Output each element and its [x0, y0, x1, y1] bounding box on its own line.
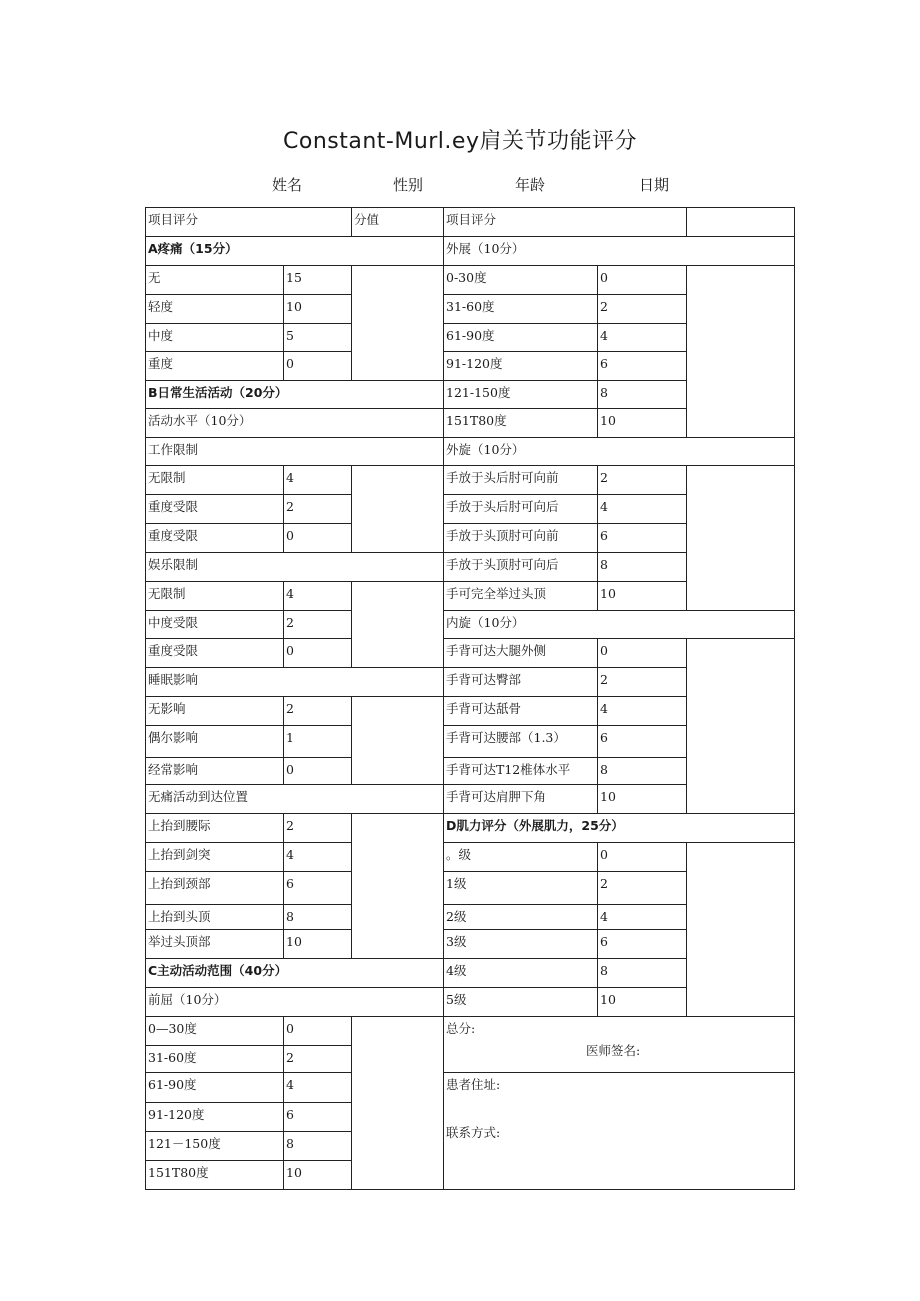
flexion-row-score: 2: [283, 1045, 351, 1072]
abduction-row-score: 10: [597, 408, 686, 437]
reach-title: 无痛活动到达位置: [145, 784, 443, 813]
date-label: 日期: [639, 176, 670, 194]
abduction-row-score: 0: [597, 265, 686, 294]
reach-row-label: 上抬到颈部: [145, 871, 283, 904]
strength-row-score: 2: [597, 871, 686, 904]
external-rotation-title: 外旋（10分）: [443, 437, 795, 465]
pain-score-box: [351, 265, 443, 380]
leisure-row-label: 中度受限: [145, 610, 283, 638]
external-rotation-row-score: 4: [597, 494, 686, 523]
internal-rotation-row-score: 0: [597, 638, 686, 667]
sleep-row-score: 1: [283, 725, 351, 757]
strength-row-score: 8: [597, 958, 686, 987]
abduction-row-label: 31-60度: [443, 294, 597, 323]
internal-rotation-row-label: 手背可达大腿外侧: [443, 638, 597, 667]
sex-label: 性别: [393, 176, 424, 194]
address-label: 患者住址:: [446, 1077, 501, 1092]
work-row-score: 0: [283, 523, 351, 552]
header-score-2: [686, 207, 795, 236]
age-label: 年龄: [515, 176, 546, 194]
pain-row-label: 重度: [145, 351, 283, 380]
internal-rotation-row-score: 2: [597, 667, 686, 696]
work-row-score: 4: [283, 465, 351, 494]
external-rotation-row-label: 手可完全举过头顶: [443, 581, 597, 610]
leisure-row-score: 4: [283, 581, 351, 610]
section-daily: B日常生活活动（20分）: [145, 380, 443, 408]
strength-row-label: 1级: [443, 871, 597, 904]
header-item: 项目评分: [145, 207, 351, 236]
flexion-row-score: 6: [283, 1102, 351, 1131]
strength-row-score: 10: [597, 987, 686, 1016]
header-score: 分值: [351, 207, 443, 236]
activity-level: 活动水平（10分）: [145, 408, 443, 437]
total-block: [443, 1016, 795, 1072]
flexion-row-score: 8: [283, 1131, 351, 1160]
section-active-rom: C主动活动范围（40分）: [145, 958, 443, 987]
abduction-score-box: [686, 265, 795, 437]
patient-info-block: [443, 1072, 795, 1190]
total-label: 总分:: [446, 1021, 476, 1036]
sleep-row-score: 2: [283, 696, 351, 725]
flexion-row-label: 151T80度: [145, 1160, 283, 1190]
flexion-row-label: 91-120度: [145, 1102, 283, 1131]
abduction-title: 外展（10分）: [443, 236, 795, 265]
abduction-row-label: 0-30度: [443, 265, 597, 294]
abduction-row-label: 61-90度: [443, 323, 597, 351]
flexion-row-label: 61-90度: [145, 1072, 283, 1102]
abduction-row-label: 151T80度: [443, 408, 597, 437]
page-title: Constant-Murl.ey肩关节功能评分: [283, 129, 637, 154]
abduction-row-score: 6: [597, 351, 686, 380]
work-row-label: 重度受限: [145, 494, 283, 523]
flexion-score-box: [351, 1016, 443, 1190]
internal-rotation-row-label: 手背可达腰部（1.3）: [443, 725, 597, 757]
pain-row-label: 轻度: [145, 294, 283, 323]
external-rotation-score-box: [686, 465, 795, 610]
section-strength: D肌力评分（外展肌力，25分）: [443, 813, 795, 842]
flexion-row-score: 0: [283, 1016, 351, 1045]
sleep-row-label: 偶尔影响: [145, 725, 283, 757]
internal-rotation-row-score: 6: [597, 725, 686, 757]
strength-row-label: 4级: [443, 958, 597, 987]
pain-row-score: 5: [283, 323, 351, 351]
sleep-title: 睡眠影响: [145, 667, 443, 696]
internal-rotation-row-score: 8: [597, 757, 686, 784]
flexion-row-label: 0—30度: [145, 1016, 283, 1045]
strength-row-score: 0: [597, 842, 686, 871]
internal-rotation-row-label: 手背可达舐骨: [443, 696, 597, 725]
strength-row-label: 2级: [443, 904, 597, 929]
abduction-row-score: 8: [597, 380, 686, 408]
reach-row-score: 4: [283, 842, 351, 871]
external-rotation-row-score: 2: [597, 465, 686, 494]
flexion-row-label: 31-60度: [145, 1045, 283, 1072]
external-rotation-row-score: 10: [597, 581, 686, 610]
doctor-sign-label: 医师签名:: [586, 1043, 641, 1058]
strength-row-label: 5级: [443, 987, 597, 1016]
reach-row-score: 8: [283, 904, 351, 929]
leisure-score-box: [351, 581, 443, 667]
external-rotation-row-score: 6: [597, 523, 686, 552]
work-row-score: 2: [283, 494, 351, 523]
reach-row-score: 6: [283, 871, 351, 904]
leisure-limit-title: 娱乐限制: [145, 552, 443, 581]
flexion-row-label: 121－150度: [145, 1131, 283, 1160]
work-row-label: 无限制: [145, 465, 283, 494]
pain-row-label: 无: [145, 265, 283, 294]
leisure-row-label: 无限制: [145, 581, 283, 610]
strength-row-score: 4: [597, 904, 686, 929]
pain-row-score: 10: [283, 294, 351, 323]
abduction-row-label: 121-150度: [443, 380, 597, 408]
flexion-row-score: 10: [283, 1160, 351, 1190]
strength-row-label: 3级: [443, 929, 597, 958]
internal-rotation-row-label: 手背可达肩胛下角: [443, 784, 597, 813]
reach-score-box: [351, 813, 443, 958]
flexion-row-score: 4: [283, 1072, 351, 1102]
internal-rotation-row-score: 10: [597, 784, 686, 813]
leisure-row-score: 0: [283, 638, 351, 667]
reach-row-label: 举过头顶部: [145, 929, 283, 958]
sleep-row-label: 经常影响: [145, 757, 283, 784]
section-pain: A疼痛（15分）: [145, 236, 443, 265]
pain-row-label: 中度: [145, 323, 283, 351]
internal-rotation-title: 内旋（10分）: [443, 610, 795, 638]
header-item-2: 项目评分: [443, 207, 686, 236]
contact-label: 联系方式:: [446, 1125, 501, 1140]
leisure-row-score: 2: [283, 610, 351, 638]
flexion-title: 前屈（10分）: [145, 987, 443, 1016]
sleep-row-label: 无影响: [145, 696, 283, 725]
internal-rotation-row-label: 手背可达臀部: [443, 667, 597, 696]
pain-row-score: 15: [283, 265, 351, 294]
work-limit-title: 工作限制: [145, 437, 443, 465]
sleep-score-box: [351, 696, 443, 784]
sleep-row-score: 0: [283, 757, 351, 784]
strength-row-score: 6: [597, 929, 686, 958]
strength-score-box: [686, 842, 795, 1016]
pain-row-score: 0: [283, 351, 351, 380]
abduction-row-score: 2: [597, 294, 686, 323]
reach-row-label: 上抬到头顶: [145, 904, 283, 929]
reach-row-label: 上抬到剑突: [145, 842, 283, 871]
name-label: 姓名: [272, 176, 303, 194]
reach-row-label: 上抬到腰际: [145, 813, 283, 842]
strength-row-label: 。级: [443, 842, 597, 871]
work-row-label: 重度受限: [145, 523, 283, 552]
external-rotation-row-label: 手放于头后肘可向前: [443, 465, 597, 494]
external-rotation-row-label: 手放于头顶肘可向前: [443, 523, 597, 552]
work-score-box: [351, 465, 443, 552]
internal-rotation-row-score: 4: [597, 696, 686, 725]
internal-rotation-row-label: 手背可达T12椎体水平: [443, 757, 597, 784]
abduction-row-score: 4: [597, 323, 686, 351]
external-rotation-row-score: 8: [597, 552, 686, 581]
leisure-row-label: 重度受限: [145, 638, 283, 667]
reach-row-score: 2: [283, 813, 351, 842]
external-rotation-row-label: 手放于头后肘可向后: [443, 494, 597, 523]
reach-row-score: 10: [283, 929, 351, 958]
abduction-row-label: 91-120度: [443, 351, 597, 380]
internal-rotation-score-box: [686, 638, 795, 813]
external-rotation-row-label: 手放于头顶肘可向后: [443, 552, 597, 581]
